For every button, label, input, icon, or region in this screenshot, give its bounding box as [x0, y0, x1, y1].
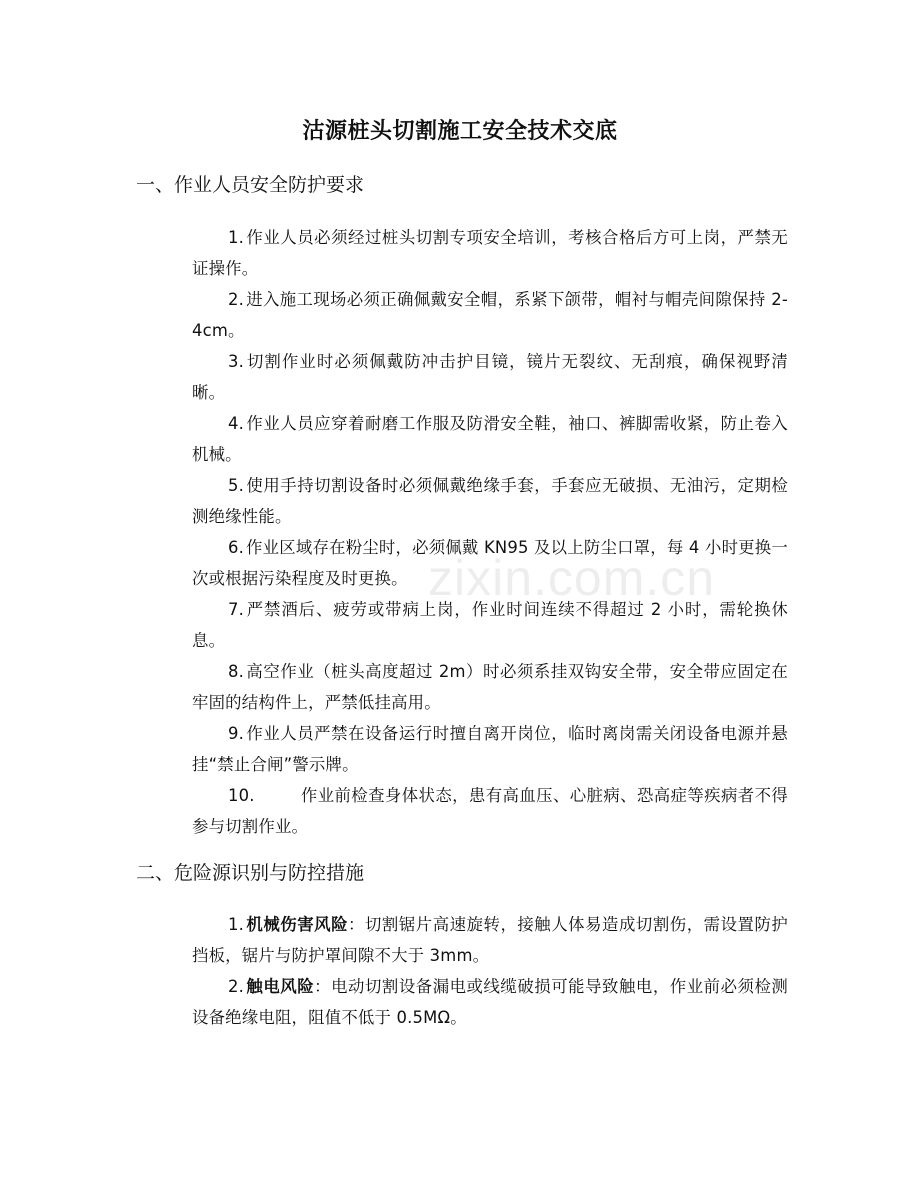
- list-item: [192, 470, 788, 532]
- item-text: 作业前检查身体状态，患有高血压、心脏病、恐高症等疾病者不得参与切割作业。: [192, 786, 788, 836]
- list-item: [192, 909, 788, 971]
- list-item: [192, 780, 788, 842]
- list-item: [192, 594, 788, 656]
- item-label: 触电风险: [246, 977, 315, 996]
- item-number: 3.: [228, 352, 245, 371]
- item-text: 高空作业（桩头高度超过 2m）时必须系挂双钩安全带，安全带应固定在牢固的结构件上，严禁低挂高用。: [192, 662, 788, 712]
- list-item: [192, 656, 788, 718]
- section-heading-1: 一、作业人员安全防护要求: [136, 174, 365, 196]
- list-item: [192, 284, 788, 346]
- item-text: 切割作业时必须佩戴防冲击护目镜，镜片无裂纹、无刮痕，确保视野清晰。: [192, 352, 788, 402]
- section-heading-2: 二、危险源识别与防控措施: [136, 862, 365, 884]
- item-text: 作业人员必须经过桩头切割专项安全培训，考核合格后方可上岗，严禁无证操作。: [192, 228, 788, 278]
- item-text: 严禁酒后、疲劳或带病上岗，作业时间连续不得超过 2 小时，需轮换休息。: [192, 600, 788, 650]
- item-number: 7.: [228, 600, 245, 619]
- list-item: [192, 971, 788, 1033]
- item-number: 1.: [228, 915, 245, 934]
- item-text: 作业人员应穿着耐磨工作服及防滑安全鞋，袖口、裤脚需收紧，防止卷入机械。: [192, 414, 788, 464]
- watermark: zixin.com.cn: [428, 550, 716, 606]
- list-item: [192, 222, 788, 284]
- section-1-items: [192, 222, 788, 842]
- item-text: ：切割锯片高速旋转，接触人体易造成切割伤，需设置防护挡板，锯片与防护罩间隙不大于 3mm。: [192, 915, 789, 965]
- document-title: 沽源桩头切割施工安全技术交底: [302, 119, 618, 144]
- section-2-items: [192, 909, 788, 1033]
- item-number: 8.: [228, 662, 245, 681]
- item-number: 9.: [228, 724, 245, 743]
- item-number: 1.: [228, 228, 245, 247]
- list-item: [192, 532, 788, 594]
- item-number: 2.: [228, 290, 245, 309]
- item-text: 进入施工现场必须正确佩戴安全帽，系紧下颌带，帽衬与帽壳间隙保持 2-4cm。: [192, 290, 788, 340]
- item-text: ：电动切割设备漏电或线缆破损可能导致触电，作业前必须检测设备绝缘电阻，阻值不低于 0.5MΩ。: [192, 977, 788, 1027]
- list-item: [192, 718, 788, 780]
- list-item: [192, 408, 788, 470]
- item-number: 2.: [228, 977, 245, 996]
- item-text: 作业区域存在粉尘时，必须佩戴 KN95 及以上防尘口罩，每 4 小时更换一次或根据污染程度及时更换。: [192, 538, 788, 588]
- item-number: 10.: [228, 786, 255, 805]
- item-text: 作业人员严禁在设备运行时擅自离开岗位，临时离岗需关闭设备电源并悬挂“禁止合闸”警示牌。: [192, 724, 788, 774]
- item-number: 6.: [228, 538, 245, 557]
- item-number: 4.: [228, 414, 245, 433]
- item-number: 5.: [228, 476, 245, 495]
- item-label: 机械伤害风险: [246, 915, 349, 934]
- list-item: [192, 346, 788, 408]
- item-text: 使用手持切割设备时必须佩戴绝缘手套，手套应无破损、无油污，定期检测绝缘性能。: [192, 476, 788, 526]
